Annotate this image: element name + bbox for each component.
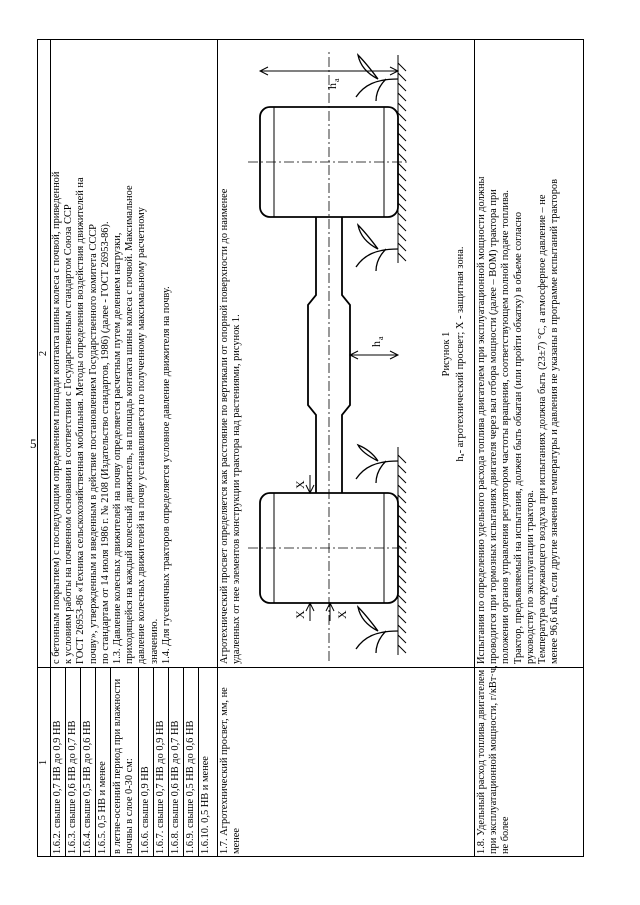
item-rule (138, 667, 139, 857)
item-rule (80, 667, 81, 857)
item-rule (168, 667, 169, 857)
clearance-label-subscript: a (376, 336, 385, 340)
text-line: менее 96,6 кПа, если другие значения температуры и давления не указаны в программе испытаний тракторов (549, 179, 561, 664)
list-item: 1.6.5. 0,5 НВ и менее (97, 761, 108, 854)
list-item: 1.6.2. свыше 0,7 НВ до 0,9 НВ (52, 720, 63, 854)
clearance-label-right: h (325, 83, 339, 89)
text-line: 1.3. Давление колесных движителей на почву определяется расчетным путем делением нагрузки, (112, 232, 124, 664)
clearance-label: h (369, 341, 383, 347)
item-rule (110, 667, 111, 857)
list-item: 1.6.7. свыше 0,7 НВ до 0,9 НВ (155, 720, 166, 854)
zone-label: X (293, 610, 307, 619)
figure-caption-text: hₐ- агротехнический просвет; X - защитная зона. (455, 246, 466, 462)
row-divider-1-8 (474, 39, 475, 857)
text-line: по стандартам от 14 июля 1986 г. № 2108 (Издательство стандартов, 1986) (далее - ГОСТ 26953-86). (99, 221, 111, 664)
text-line: давление колесных движителей на почву устанавливается по полученному максимальному расчетному (136, 207, 148, 664)
item-rule (65, 667, 66, 857)
ground-hatching (398, 55, 406, 655)
text-line: почву», утвержденным и введенным в действие постановлением Государственного комитета СССР (87, 224, 99, 664)
rotated-page-area (37, 39, 584, 857)
list-item: 1.6.8. свыше 0,6 НВ до 0,7 НВ (170, 720, 181, 854)
text-line: 1.8. Удельный расход топлива двигателем (476, 669, 487, 854)
zone-label: X (293, 480, 307, 489)
row-1-8-text (476, 44, 561, 664)
text-line: не более (500, 816, 512, 854)
text-line: Трактор, предъявляемый на испытания, должен быть обкатан (или пройти обкатку) в объеме согласно (512, 211, 524, 664)
list-item: 1.6.4. свыше 0,5 НВ до 0,6 НВ (82, 720, 93, 854)
list-item: 1.6.3. свыше 0,6 НВ до 0,7 НВ (67, 720, 78, 854)
item-rule (95, 667, 96, 857)
text-line: положении органов управления регулятором частоты вращения, соответствующем полной подаче топлива. (500, 190, 512, 664)
text-line: ГОСТ 26953-86 «Техника сельскохозяйственная мобильная. Методы определения воздействия движителей на (75, 177, 87, 664)
list-item-season: в летне-осенний период при влажности почвы в слое 0-30 см: (112, 678, 136, 854)
figure-tractor-clearance (246, 49, 436, 661)
zone-label: X (335, 610, 349, 619)
table-container (37, 39, 584, 857)
text-line: при эксплуатационной мощности, г/кВт·ч, (488, 665, 500, 854)
row-1-7-content (219, 44, 473, 664)
row-divider-1-7 (217, 39, 218, 857)
row-1-6-text (51, 44, 216, 664)
list-item: 1.6.9. свыше 0,5 НВ до 0,6 НВ (185, 720, 196, 854)
text-line: с бетонным покрытием) с последующим определением площади контакта шины колеса с почвой, приведенной (51, 171, 62, 664)
row-1-8-label (476, 665, 513, 854)
list-item: 1.6.10. 0,5 НВ и менее (200, 756, 211, 854)
text-line: значению. (148, 618, 160, 664)
column-header-2: 2 (38, 350, 49, 357)
row-1-7-label: 1.7. Агротехнический просвет, мм, не менее (219, 687, 243, 854)
item-rule (153, 667, 154, 857)
page-number: 5 (30, 436, 37, 451)
tractor-axle (308, 217, 316, 493)
text-line: руководству по эксплуатации трактора. (524, 490, 536, 664)
clearance-label-right-subscript: a (332, 78, 341, 82)
text-line: 1.4. Для гусеничных тракторов определяется условное давление движителя на почву. (160, 286, 172, 664)
list-item: 1.6.6. свыше 0,9 НВ (140, 766, 151, 854)
text-line: проводится при тормозных испытаниях двигателя через вал отбора мощности (далее – ВОМ) трактора при (488, 189, 500, 664)
column-header-1: 1 (38, 759, 49, 766)
item-rule (183, 667, 184, 857)
text-line: Испытания по определению удельного расхода топлива двигателем при эксплуатационной мощности должны (476, 176, 487, 664)
plants (356, 55, 398, 653)
text-line: Агротехнический просвет определяется как расстояние по вертикали от опорной поверхности до наименее (219, 188, 230, 664)
figure-caption-title: Рисунок 1 (441, 331, 452, 377)
row-1-6-items (51, 670, 217, 854)
text-line: приходящейся на каждый колесный движитель, на площадь контакта шины колеса с почвой. Максимальное (124, 185, 136, 664)
text-line: удаленных от нее элементов конструкции трактора над растениями, рисунок 1. (231, 314, 243, 664)
item-rule (198, 667, 199, 857)
text-line: к условиям работы на почвенном основании в соответствии с Государственным стандартом Союза ССР (63, 204, 75, 664)
column-divider (37, 667, 584, 668)
text-line: Температура окружающего воздуха при испытаниях должна быть (23±7) °С, а атмосферное давление – не (537, 194, 549, 664)
